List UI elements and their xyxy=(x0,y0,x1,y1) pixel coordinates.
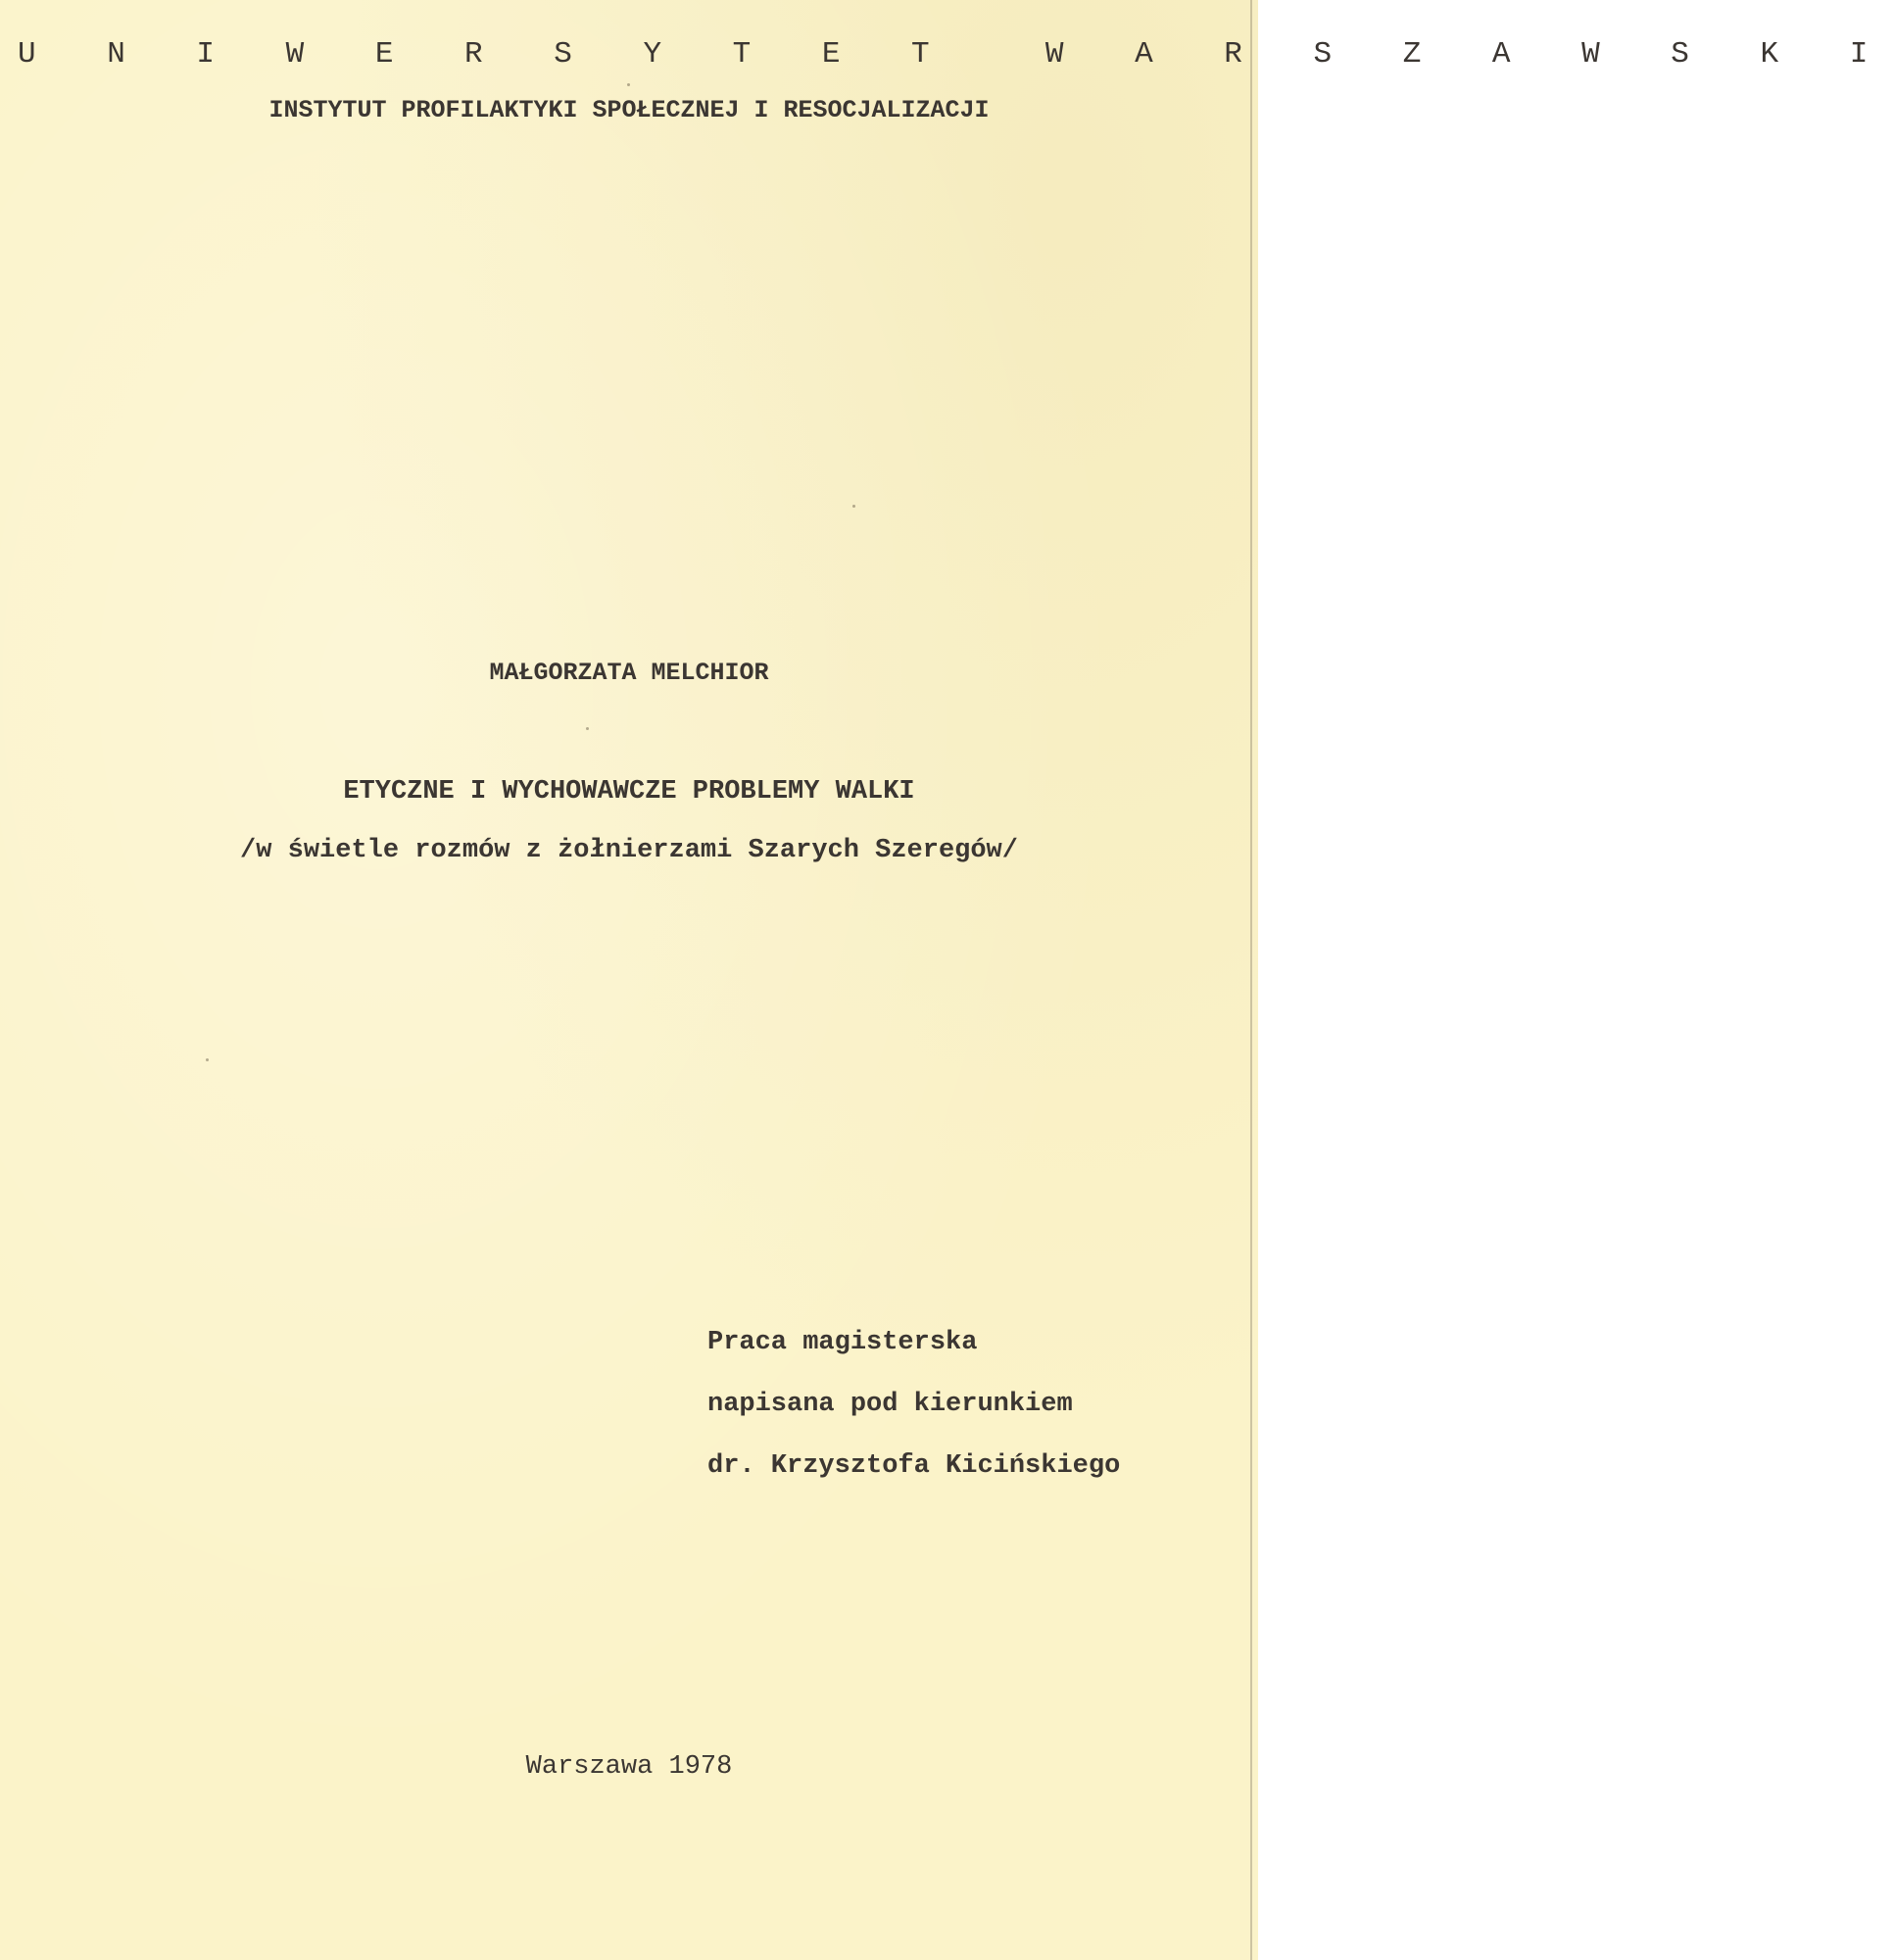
thesis-supervision: napisana pod kierunkiem xyxy=(707,1390,1073,1419)
thesis-subtitle: /w świetle rozmów z żołnierzami Szarych Szeregów/ xyxy=(240,836,1018,865)
author-name: MAŁGORZATA MELCHIOR xyxy=(489,659,769,687)
paper-speck xyxy=(852,505,855,508)
paper-speck xyxy=(627,83,630,86)
institute-name: INSTYTUT PROFILAKTYKI SPOŁECZNEJ I RESOCJALIZACJI xyxy=(268,96,990,124)
university-name: U N I W E R S Y T E T W A R S Z A W S K I xyxy=(18,37,1894,72)
paper-speck xyxy=(206,1058,209,1061)
thesis-type: Praca magisterska xyxy=(707,1328,978,1357)
paper-speck xyxy=(586,727,589,730)
page-edge xyxy=(1250,0,1252,1960)
thesis-supervisor: dr. Krzysztofa Kicińskiego xyxy=(707,1451,1121,1481)
thesis-title: ETYCZNE I WYCHOWAWCZE PROBLEMY WALKI xyxy=(343,777,915,807)
place-and-year: Warszawa 1978 xyxy=(525,1752,733,1782)
